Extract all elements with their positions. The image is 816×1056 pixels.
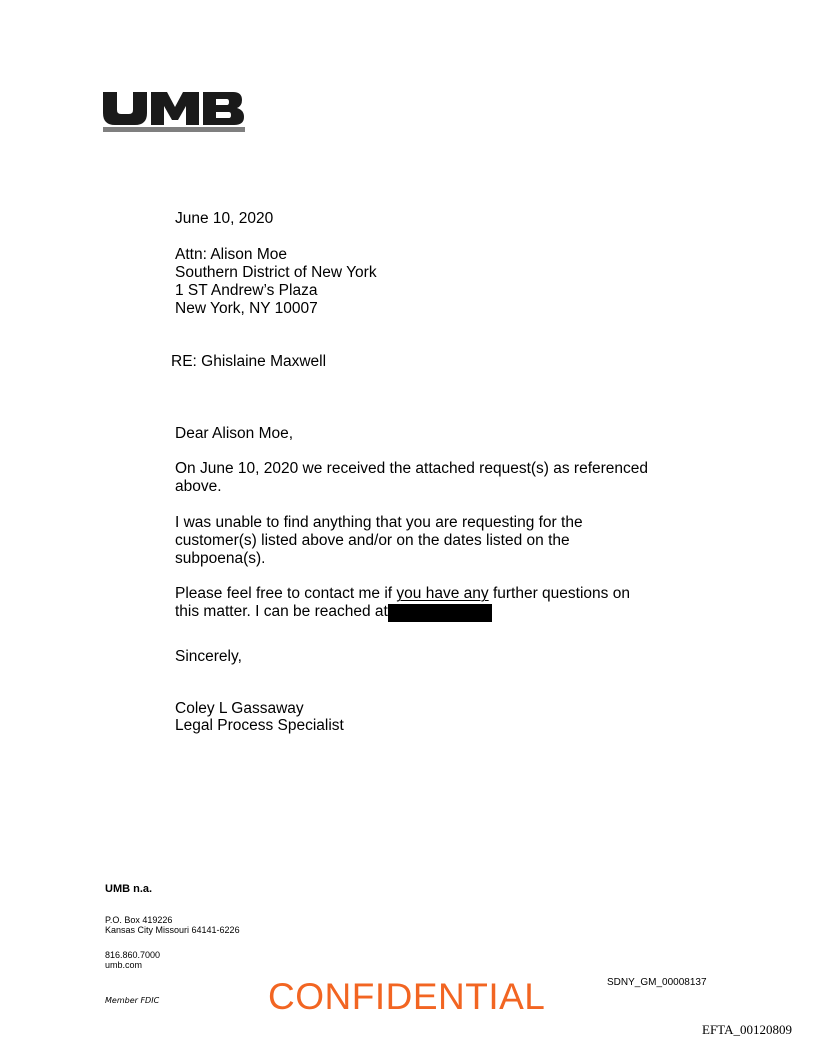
contact-sentence: this matter. I can be reached at xyxy=(175,603,388,620)
footer-city: Kansas City Missouri 64141-6226 xyxy=(105,925,240,935)
paragraph-1-line-1: On June 10, 2020 we received the attached request(s) as referenced xyxy=(175,460,649,477)
paragraph-2-line-3: subpoena(s). xyxy=(175,550,266,567)
confidential-stamp: CONFIDENTIAL xyxy=(268,976,546,1017)
footer-po-box: P.O. Box 419226 xyxy=(105,915,173,925)
salutation: Dear Alison Moe, xyxy=(175,425,294,442)
paragraph-2-line-2: customer(s) listed above and/or on the dates listed on the xyxy=(175,532,570,549)
address-line-1: Southern District of New York xyxy=(175,264,377,281)
paragraph-3-line-1 xyxy=(175,585,630,603)
footer-company: UMB n.a. xyxy=(105,883,153,895)
paragraph-1-line-2: above. xyxy=(175,478,222,495)
paragraph-3-text-a: Please feel free to contact me if xyxy=(175,585,397,602)
letter-date: June 10, 2020 xyxy=(175,210,274,227)
bates-number: SDNY_GM_00008137 xyxy=(607,977,707,988)
address-line-2: 1 ST Andrew’s Plaza xyxy=(175,282,318,299)
signer-name: Coley L Gassaway xyxy=(175,700,304,717)
address-line-3: New York, NY 10007 xyxy=(175,300,318,317)
member-fdic: Member FDIC xyxy=(105,996,160,1005)
paragraph-3-underlined-text: you have any xyxy=(396,585,489,602)
umb-logo-graphic xyxy=(103,92,245,132)
signer-title: Legal Process Specialist xyxy=(175,717,344,734)
umb-logo xyxy=(103,92,245,132)
redaction-box xyxy=(388,604,492,622)
paragraph-3-line-2 xyxy=(175,603,492,621)
efta-number: EFTA_00120809 xyxy=(702,1022,792,1037)
paragraph-3-text-c: further questions on xyxy=(488,585,630,602)
footer-website: umb.com xyxy=(105,960,143,970)
footer-phone: 816.860.7000 xyxy=(105,950,161,960)
closing: Sincerely, xyxy=(175,648,242,665)
attn-line: Attn: Alison Moe xyxy=(175,246,288,263)
re-line: RE: Ghislaine Maxwell xyxy=(171,353,327,370)
paragraph-2-line-1: I was unable to find anything that you are requesting for the xyxy=(175,514,583,531)
